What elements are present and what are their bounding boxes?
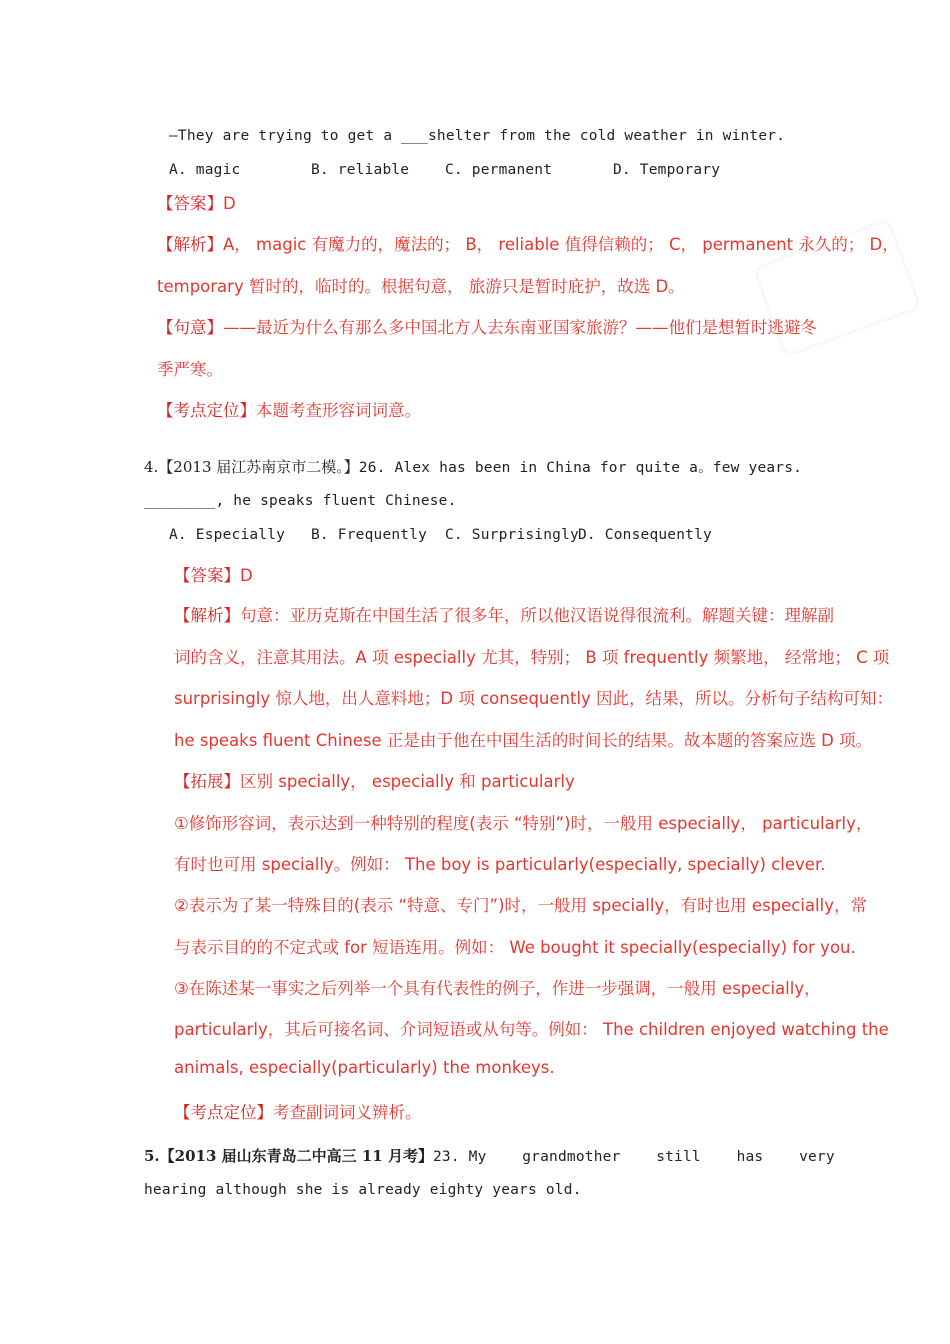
q4-option-c: C. Surprisingly bbox=[445, 527, 579, 543]
answer-tag: 【答案】 bbox=[174, 566, 240, 585]
q4-option-a: A. Especially bbox=[169, 527, 286, 543]
point-tag: 【考点定位】 bbox=[157, 401, 256, 420]
point-tag: 【考点定位】 bbox=[174, 1103, 273, 1122]
q3-option-b: B. reliable bbox=[311, 162, 410, 178]
q5-heading bbox=[144, 1145, 835, 1166]
q5-stem-line-2: hearing although she is already eighty years old. bbox=[144, 1182, 582, 1198]
extend-tag: 【拓展】 bbox=[174, 772, 240, 791]
q4-analysis-line-3: surprisingly 惊人地，出人意料地；D 项 consequently 因此，结果，所以。分析句子结构可知： bbox=[174, 689, 894, 708]
q4-extend-3-line-3: animals, especially(particularly) the monkeys. bbox=[174, 1058, 555, 1077]
q3-point: 【考点定位】本题考查形容词词意。 bbox=[157, 401, 421, 420]
q4-extend-1-line-1: ①修饰形容词，表示达到一种特别的程度(表示 “特别”)时，一般用 especially， particularly， bbox=[174, 814, 873, 833]
q4-extend-1-line-2: 有时也可用 specially。例如： The boy is particularly(especially, specially) clever. bbox=[174, 855, 826, 874]
q4-extend-2-line-1: ②表示为了某一特殊目的(表示 “特意、专门”)时，一般用 specially，有时也用 especially，常 bbox=[174, 896, 867, 915]
q3-options bbox=[169, 162, 720, 178]
q4-extend-2-line-2: 与表示目的的不定式或 for 短语连用。例如： We bought it specially(especially) for you. bbox=[174, 938, 856, 957]
q4-analysis-line-2: 词的含义，注意其用法。A 项 especially 尤其，特别； B 项 frequently 频繁地， 经常地； C 项 bbox=[174, 648, 890, 667]
q4-heading bbox=[144, 456, 802, 477]
q4-option-b: B. Frequently bbox=[311, 527, 428, 543]
q4-analysis-line-1: 【解析】句意：亚历克斯在中国生活了很多年，所以他汉语说得很流利。解题关键：理解副 bbox=[174, 606, 834, 625]
q3-analysis-line-2: temporary 暂时的，临时的。根据句意， 旅游只是暂时庇护，故选 D。 bbox=[157, 277, 685, 296]
meaning-tag: 【句意】 bbox=[157, 318, 223, 337]
q4-stem-line-2: ________, he speaks fluent Chinese. bbox=[144, 493, 457, 509]
answer-value: D bbox=[240, 566, 253, 585]
answer-tag: 【答案】 bbox=[157, 194, 223, 213]
analysis-tag: 【解析】 bbox=[174, 606, 240, 625]
q4-option-d: D. Consequently bbox=[578, 527, 712, 543]
q3-option-d: D. Temporary bbox=[613, 162, 721, 178]
q4-answer bbox=[174, 562, 253, 586]
q4-extend-3-line-1: ③在陈述某一事实之后列举一个具有代表性的例子，作进一步强调，一般用 especially， bbox=[174, 979, 821, 998]
q3-answer bbox=[157, 190, 236, 214]
analysis-tag: 【解析】 bbox=[157, 235, 223, 254]
q4-options bbox=[169, 527, 712, 543]
q3-meaning-line-1: 【句意】——最近为什么有那么多中国北方人去东南亚国家旅游？——他们是想暂时逃避冬 bbox=[157, 318, 817, 337]
q3-option-a: A. magic bbox=[169, 162, 241, 178]
q4-extend-3-line-2: particularly，其后可接名词、介词短语或从句等。例如： The children enjoyed watching the bbox=[174, 1020, 889, 1039]
q3-analysis-line-1: 【解析】A， magic 有魔力的，魔法的； B， reliable 值得信赖的； C， permanent 永久的； D， bbox=[157, 235, 899, 254]
q4-analysis-line-4: he speaks fluent Chinese 正是由于他在中国生活的时间长的结果。故本题的答案应选 D 项。 bbox=[174, 731, 873, 750]
q3-meaning-line-2: 季严寒。 bbox=[157, 360, 223, 379]
q4-source: 4.【2013 届江苏南京市二模。】 bbox=[144, 458, 359, 476]
q4-point: 【考点定位】考查副词词义辨析。 bbox=[174, 1103, 422, 1122]
answer-value: D bbox=[223, 194, 236, 213]
q4-stem-line-1: 26. Alex has been in China for quite a。few years. bbox=[358, 460, 803, 476]
q3-stem: —They are trying to get a ___shelter from the cold weather in winter. bbox=[169, 128, 786, 144]
q5-source: 5.【2013 届山东青岛二中高三 11 月考】 bbox=[144, 1147, 433, 1165]
q4-extend: 【拓展】区别 specially， especially 和 particularly bbox=[174, 772, 575, 791]
q3-option-c: C. permanent bbox=[445, 162, 553, 178]
q5-stem-line-1: 23. My grandmother still has very bbox=[432, 1149, 835, 1165]
